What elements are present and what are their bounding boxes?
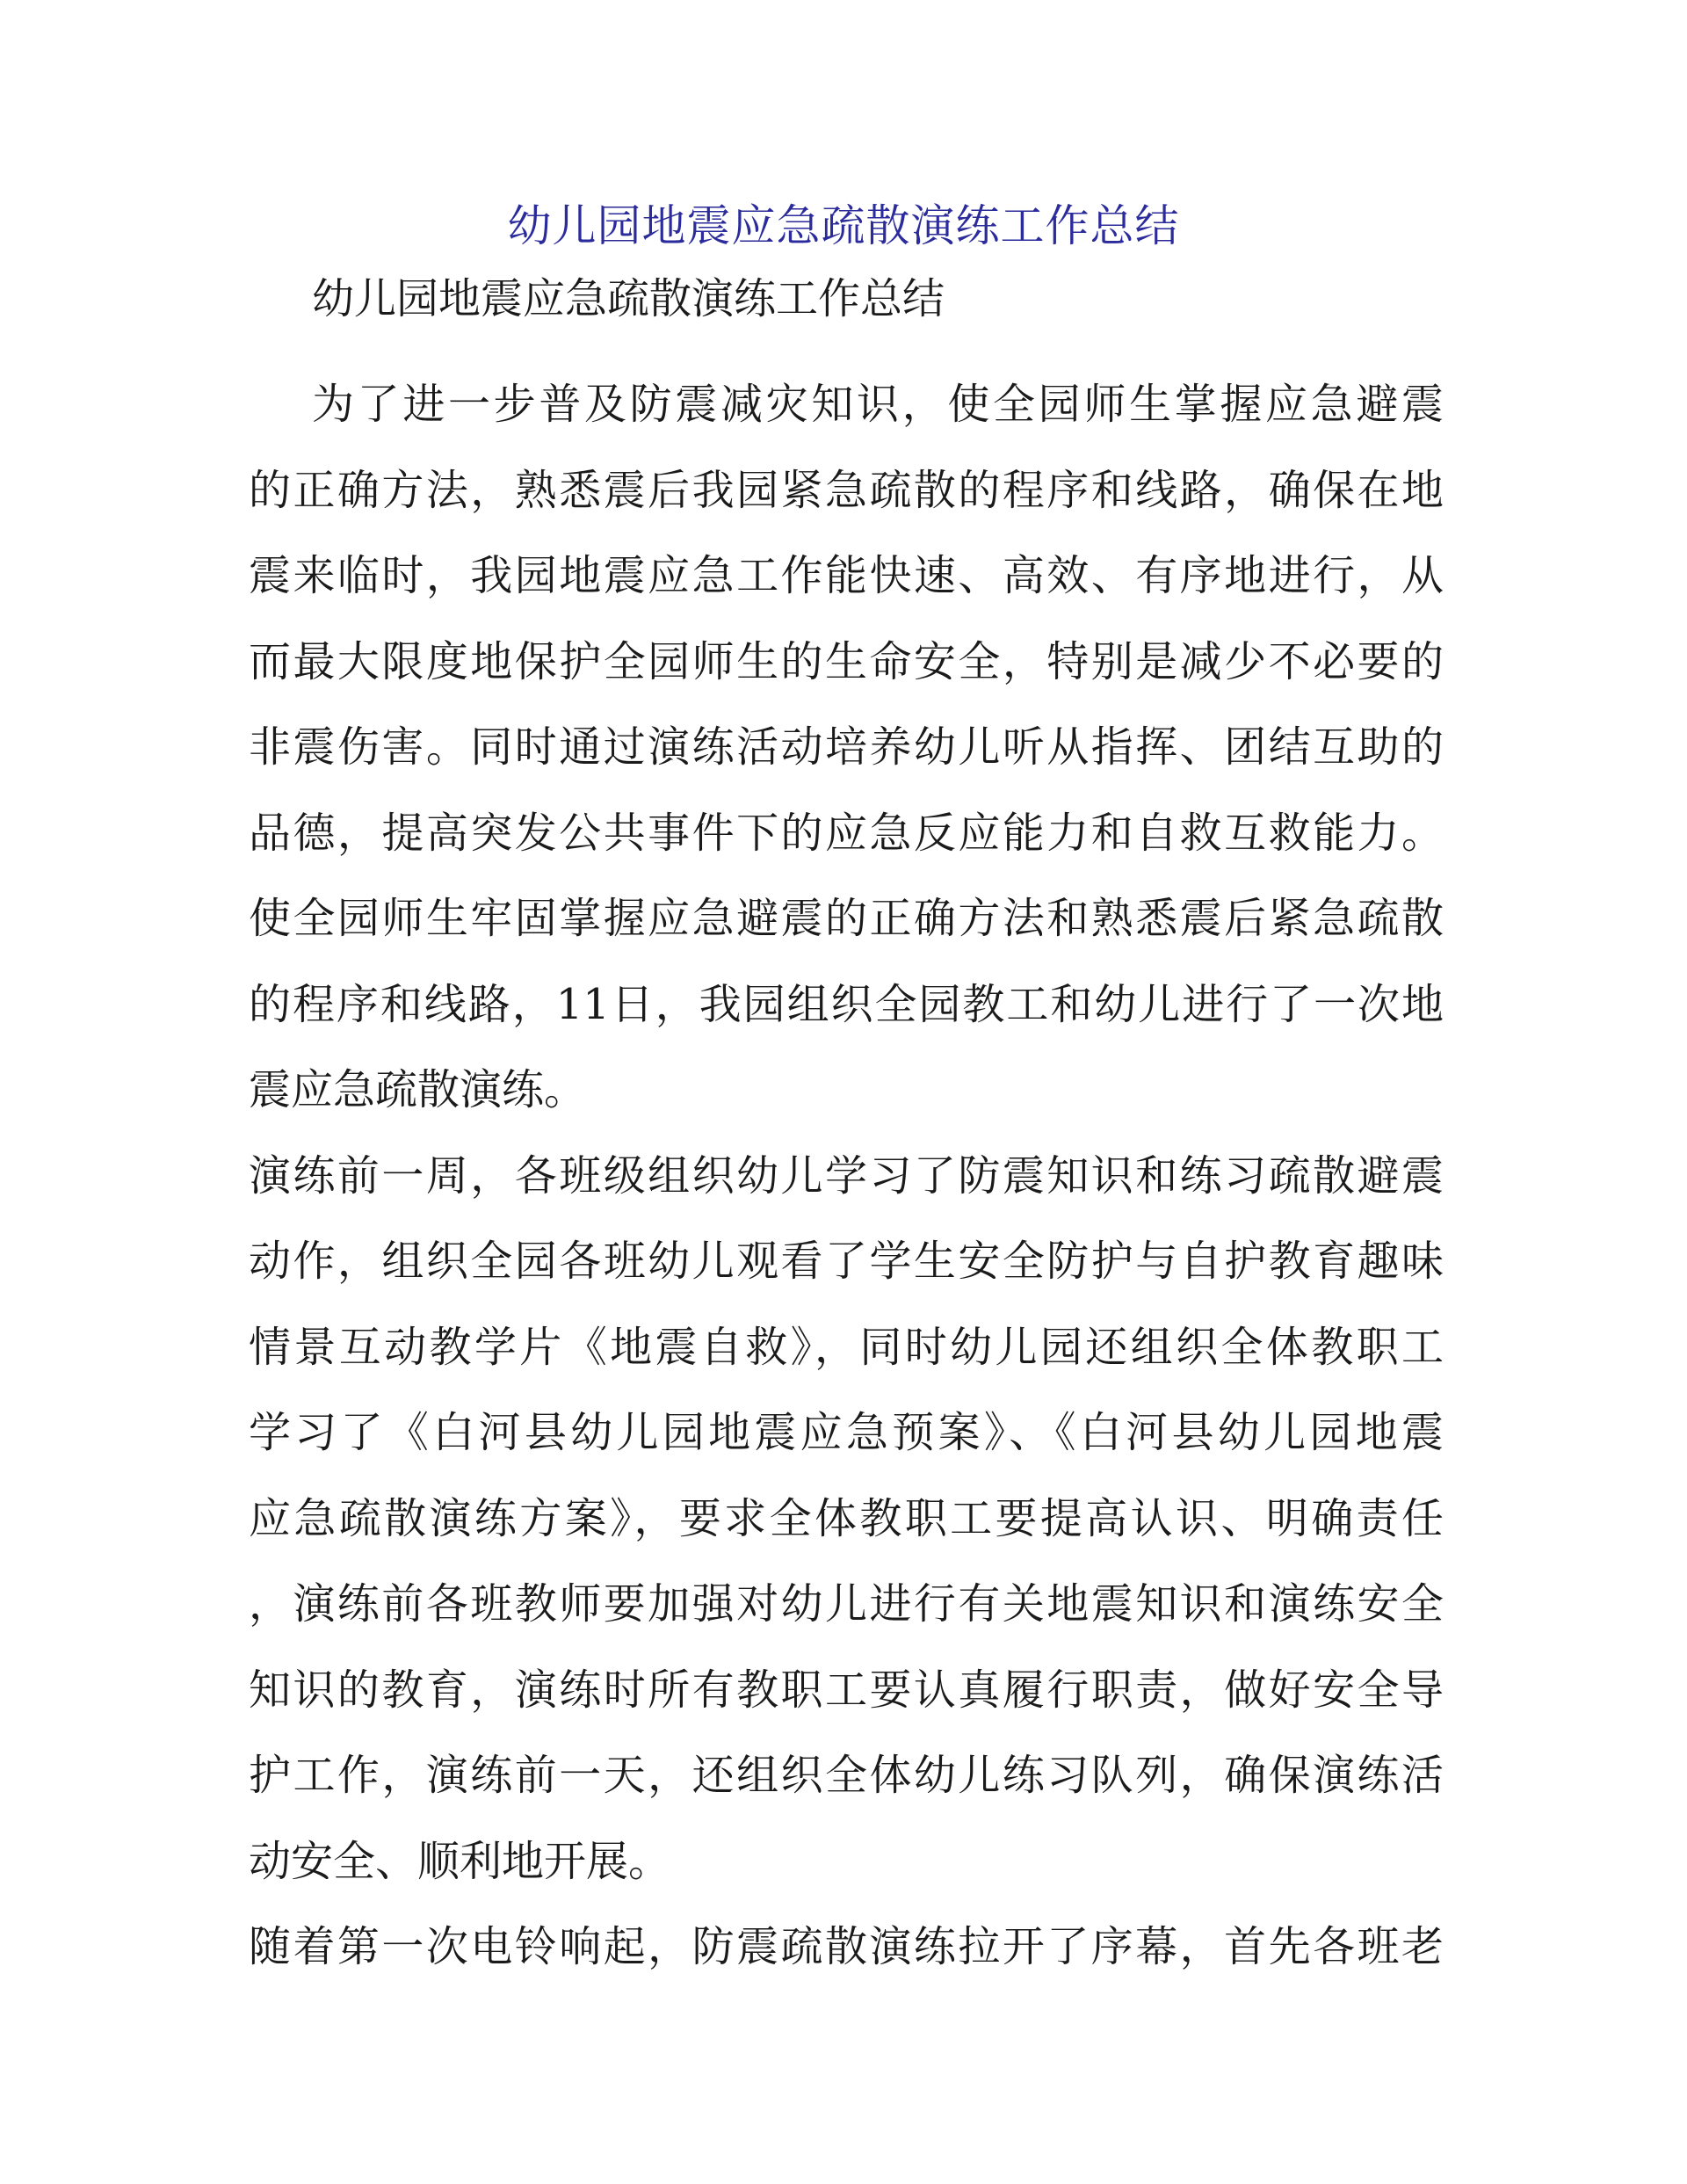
text-line: 非震伤害。同时通过演练活动培养幼儿听从指挥、团结互助的	[249, 722, 1444, 772]
text-line: 动安全、顺利地开展。	[249, 1836, 671, 1886]
text-line: 震来临时，我园地震应急工作能快速、高效、有序地进行，从	[249, 551, 1444, 600]
text-line: 而最大限度地保护全园师生的生命安全，特别是减少不必要的	[249, 636, 1444, 686]
text-line: 品德，提高突发公共事件下的应急反应能力和自救互救能力。	[249, 808, 1444, 858]
text-line: 动作，组织全园各班幼儿观看了学生安全防护与自护教育趣味	[249, 1237, 1444, 1286]
text-line: 随着第一次电铃响起，防震疏散演练拉开了序幕，首先各班老	[249, 1922, 1444, 1971]
text-line: 护工作，演练前一天，还组织全体幼儿练习队列，确保演练活	[249, 1751, 1444, 1800]
text-line: 学习了《白河县幼儿园地震应急预案》、《白河县幼儿园地震	[249, 1408, 1444, 1457]
text-line: 使全园师生牢固掌握应急避震的正确方法和熟悉震后紧急疏散	[249, 894, 1444, 943]
document-subtitle: 幼儿园地震应急疏散演练工作总结	[312, 274, 945, 323]
text-line: 的正确方法，熟悉震后我园紧急疏散的程序和线路，确保在地	[249, 465, 1444, 515]
text-line: 演练前一周，各班级组织幼儿学习了防震知识和练习疏散避震	[249, 1150, 1444, 1201]
text-line: 为了进一步普及防震减灾知识，使全园师生掌握应急避震	[312, 380, 1444, 429]
text-line: 的程序和线路，11日，我园组织全园教工和幼儿进行了一次地	[249, 979, 1444, 1029]
text-line: 知识的教育，演练时所有教职工要认真履行职责，做好安全导	[249, 1665, 1444, 1715]
text-line: 应急疏散演练方案》，要求全体教职工要提高认识、明确责任	[249, 1493, 1444, 1543]
document-body	[249, 362, 1444, 1991]
document-title: 幼儿园地震应急疏散演练工作总结	[507, 200, 1180, 251]
text-line: 情景互动教学片《地震自救》，同时幼儿园还组织全体教职工	[249, 1322, 1444, 1372]
text-line: 震应急疏散演练。	[249, 1065, 587, 1114]
text-line: ，演练前各班教师要加强对幼儿进行有关地震知识和演练安全	[249, 1579, 1444, 1629]
